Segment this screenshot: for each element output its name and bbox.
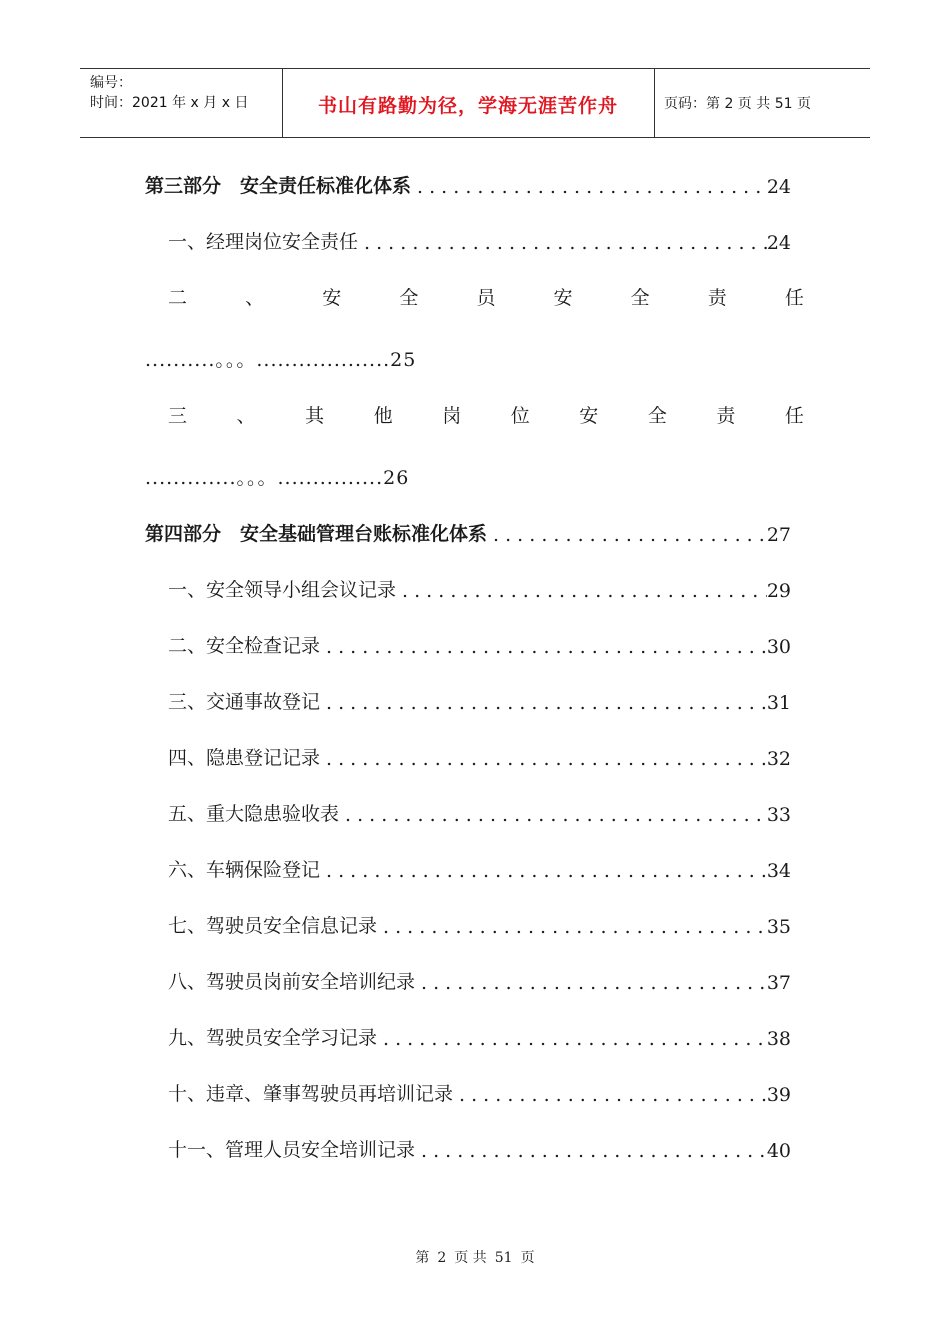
toc-leader [415,972,767,994]
toc-entry-title: 九、驾驶员安全学习记录 [168,1027,378,1049]
footer-total-pages: 51 [494,1250,513,1266]
toc-leader [377,1028,767,1050]
toc-char: 全 [399,287,419,309]
toc-entry-title: 三、交通事故登记 [168,691,321,713]
footer-suffix: 页 [520,1250,535,1266]
toc-entry-page: 34 [766,860,791,882]
toc-item-spread[interactable] [168,398,804,428]
footer-mid: 页 共 [454,1250,487,1266]
toc-char: 责 [716,405,736,427]
toc-leader [320,636,767,658]
footer-current-page: 2 [437,1250,447,1266]
toc-continuation: ..........。。。...................25 [145,349,417,371]
toc-leader [377,916,767,938]
toc-entry-title: 第四部分 安全基础管理台账标准化体系 [145,523,488,545]
toc-item[interactable] [168,684,791,714]
motto: 书山有路勤为径，学海无涯苦作舟 [317,95,618,117]
toc-entry-page: 32 [766,748,791,770]
toc-item[interactable] [168,1132,791,1162]
toc-item[interactable] [168,796,791,826]
toc-char: 安 [579,405,599,427]
toc-item[interactable] [168,964,791,994]
toc-char: 他 [373,405,393,427]
toc-char: 、 [236,405,256,427]
toc-char: 全 [647,405,667,427]
toc-entry-title: 十、违章、肇事驾驶员再培训记录 [168,1083,454,1105]
toc-char: 二 [168,287,188,309]
toc-char: 、 [245,287,265,309]
toc-entry-page: 29 [766,580,791,602]
toc-char: 位 [510,405,530,427]
toc-entry-title: 二、安全检查记录 [168,635,321,657]
toc-item[interactable] [168,740,791,770]
toc-continuation: .............。。。...............26 [145,467,410,489]
toc-char: 员 [476,287,496,309]
toc-entry-title: 六、车辆保险登记 [168,859,321,881]
footer-prefix: 第 [415,1250,430,1266]
toc-leader [487,524,767,546]
toc-char: 责 [707,287,727,309]
date-label: 时间：2021 年 x 月 x 日 [90,95,249,111]
number-label: 编号： [90,75,132,91]
toc-entry-title: 第三部分 安全责任标准化体系 [145,175,412,197]
toc-item[interactable] [168,1020,791,1050]
toc-item[interactable] [168,572,791,602]
toc-leader [320,692,767,714]
toc-entry-title: 一、安全领导小组会议记录 [168,579,397,601]
toc-entry-title: 四、隐患登记记录 [168,747,321,769]
toc-leader [320,748,767,770]
toc-entry-page: 38 [766,1028,791,1050]
toc-leader [453,1084,767,1106]
toc-char: 三 [168,405,188,427]
toc-char: 全 [630,287,650,309]
toc-char: 安 [322,287,342,309]
toc-entry-page: 37 [766,972,791,994]
toc-char: 任 [784,405,804,427]
toc-leader [411,176,767,198]
toc-char: 其 [305,405,325,427]
toc-part-4[interactable] [145,516,791,546]
toc-entry-title: 八、驾驶员岗前安全培训纪录 [168,971,416,993]
toc-entry-page: 31 [766,692,791,714]
toc-entry-title: 七、驾驶员安全信息记录 [168,915,378,937]
toc-entry-page: 24 [766,176,791,198]
toc-leader [396,580,767,602]
page-footer [0,1247,950,1267]
toc-leader [320,860,767,882]
toc-part-3[interactable] [145,168,791,198]
page-label: 页码：第 2 页 共 51 页 [664,96,811,112]
toc-entry-page: 30 [766,636,791,658]
toc-item[interactable] [168,224,791,254]
toc-item[interactable] [168,852,791,882]
toc-entry-title: 十一、管理人员安全培训记录 [168,1139,416,1161]
toc-entry-title: 一、经理岗位安全责任 [168,231,359,253]
toc-leader [358,232,767,254]
toc-item-spread[interactable] [168,280,804,310]
toc-entry-page: 24 [766,232,791,254]
toc-entry-page: 33 [766,804,791,826]
toc-entry-title: 五、重大隐患验收表 [168,803,340,825]
toc-entry-page: 27 [766,524,791,546]
toc-char: 岗 [442,405,462,427]
toc-item[interactable] [168,628,791,658]
toc-char: 安 [553,287,573,309]
toc-leader [415,1140,767,1162]
toc-entry-page: 35 [766,916,791,938]
toc-item[interactable] [168,908,791,938]
toc-char: 任 [784,287,804,309]
toc-item[interactable] [168,1076,791,1106]
toc-entry-page: 40 [766,1140,791,1162]
toc-leader [339,804,767,826]
toc-entry-page: 39 [766,1084,791,1106]
